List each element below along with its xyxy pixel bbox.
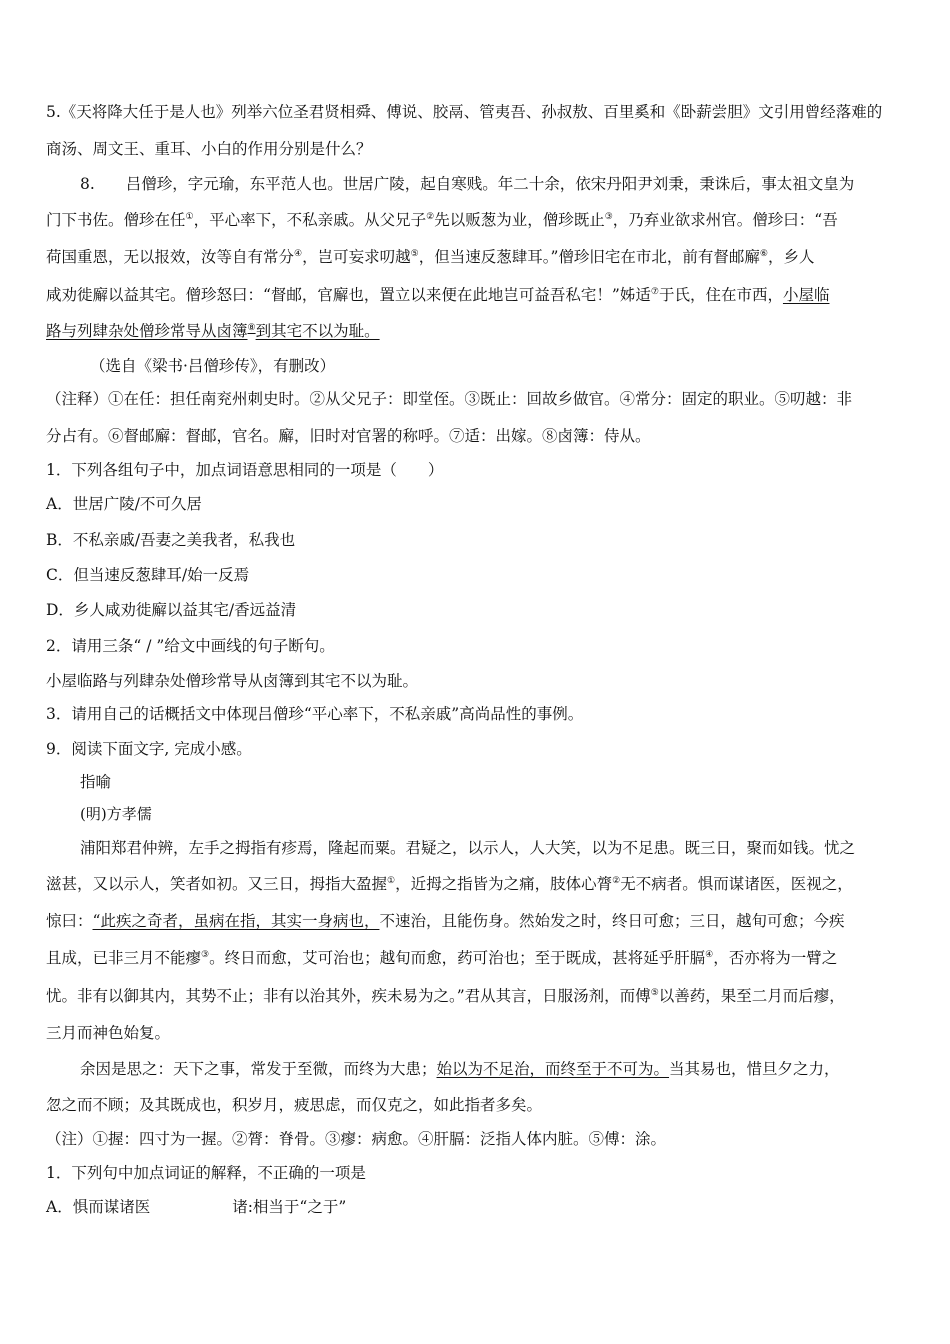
q8-passage-line3: 荷国重恩，无以报效，汝等自有常分④，岂可妄求叨越⑤，但当速反葱肆耳。”僧珍旧宅在市北，前有督邮廨⑥，乡人 xyxy=(46,248,815,266)
underlined-sentence-1: “此疾之奇者，虽病在指，其实一身病也， xyxy=(92,912,380,930)
q5-line2: 商汤、周文王、重耳、小白的作用分别是什么？ xyxy=(46,140,372,158)
q9-title: 指喻 xyxy=(80,773,112,791)
q9-passage-line8: 忽之而不顾；及其既成也，积岁月，疲思虑，而仅克之，如此指者多矣。 xyxy=(46,1096,543,1114)
q8-notes-line2: 分占有。⑥督邮廨：督邮，官名。廨，旧时对官署的称呼。⑦适：出嫁。⑧卤簿：侍从。 xyxy=(46,427,651,445)
q9-passage-line2: 滋甚，又以示人，笑者如初。又三日，拇指大盈握①，近拇之指皆为之痛，肢体心膂②无不病者。惧而谋诸医，医视之， xyxy=(46,875,853,893)
q8-passage-line5: 路与列肆杂处僧珍常导从卤簿⑧到其宅不以为耻。 xyxy=(46,322,380,340)
q8-option-a: A．世居广陵/不可久居 xyxy=(46,495,202,513)
q9-notes: （注）①握：四寸为一握。②膂：脊骨。③瘳：病愈。④肝膈：泛指人体内脏。⑤傅：涂。 xyxy=(46,1130,667,1148)
q8-passage-line1: 8. 吕僧珍，字元瑜，东平范人也。世居广陵，起自寒贱。年二十余，依宋丹阳尹刘秉，秉诛后，事太祖文皇为 xyxy=(80,175,855,193)
q8-subquestion-1: 1．下列各组句子中，加点词语意思相同的一项是（ ） xyxy=(46,461,444,479)
q9-passage-line4: 且成，已非三月不能瘳③。终日而愈，艾可治也；越旬而愈，药可治也；至于既成，甚将延乎肝膈④，否亦将为一臂之 xyxy=(46,949,838,967)
q9-author: (明)方孝儒 xyxy=(80,805,152,823)
q8-option-c: C．但当速反葱肆耳/始一反焉 xyxy=(46,566,250,584)
q8-passage-line4: 咸劝徙廨以益其宅。僧珍怒曰：“督邮，官廨也，置立以来便在此地岂可益吾私宅！”姊适⑦于氏，住在市西，小屋临 xyxy=(46,286,830,304)
underlined-sentence-start: 小屋临 xyxy=(782,286,830,304)
q8-subquestion-2-text: 小屋临路与列肆杂处僧珍常导从卤簿到其宅不以为耻。 xyxy=(46,672,419,690)
q8-subquestion-2: 2．请用三条“ / ”给文中画线的句子断句。 xyxy=(46,637,335,655)
q9-passage-line1: 浦阳郑君仲辨，左手之拇指有疹焉，隆起而粟。君疑之，以示人，人大笑，以为不足患。既三日，聚而如钱。忧之 xyxy=(80,839,856,857)
q8-option-d: D．乡人咸劝徙廨以益其宅/香远益清 xyxy=(46,601,297,619)
q8-source: （选自《梁书·吕僧珍传》，有删改） xyxy=(90,357,336,375)
underlined-sentence-2: 始以为不足治，而终至于不可为。 xyxy=(436,1060,670,1078)
q8-subquestion-3: 3．请用自己的话概括文中体现吕僧珍“平心率下，不私亲戚”高尚品性的事例。 xyxy=(46,705,584,723)
q5-line1: 5.《天将降大任于是人也》列举六位圣君贤相舜、傅说、胶鬲、管夷吾、孙叔敖、百里奚和《卧薪尝胆》文引用曾经落难的 xyxy=(46,103,883,121)
q9-passage-line3: 惊曰：“此疾之奇者，虽病在指，其实一身病也，不速治，且能伤身。然始发之时，终日可愈；三日，越旬可愈；今疾 xyxy=(46,912,845,930)
q9-passage-line6: 三月而神色始复。 xyxy=(46,1024,171,1042)
q9-intro: 9．阅读下面文字, 完成小感。 xyxy=(46,740,252,758)
q8-option-b: B．不私亲戚/吾妻之美我者，私我也 xyxy=(46,531,296,549)
q9-passage-line5: 忧。非有以御其内，其势不止；非有以治其外，疾未易为之。”君从其言，日服汤剂，而傅⑤以善药，果至二月而后瘳， xyxy=(46,987,845,1005)
q8-notes-line1: （注释）①在任：担任南兖州刺史时。②从父兄子：即堂侄。③既止：回故乡做官。④常分：固定的职业。⑤叨越：非 xyxy=(46,390,853,408)
q9-subquestion-1: 1．下列句中加点词证的解释，不正确的一项是 xyxy=(46,1164,366,1182)
q8-passage-line2: 门下书佐。僧珍在任①，平心率下，不私亲戚。从父兄子②先以贩葱为业，僧珍既止③，乃弃业欲求州官。僧珍曰：“吾 xyxy=(46,211,838,229)
q9-option-a: A．惧而谋诸医 诸:相当于“之于” xyxy=(46,1198,347,1216)
q9-passage-line7: 余因是思之：天下之事，常发于至微，而终为大患；始以为不足治，而终至于不可为。当其易也，惜旦夕之力， xyxy=(80,1060,840,1078)
